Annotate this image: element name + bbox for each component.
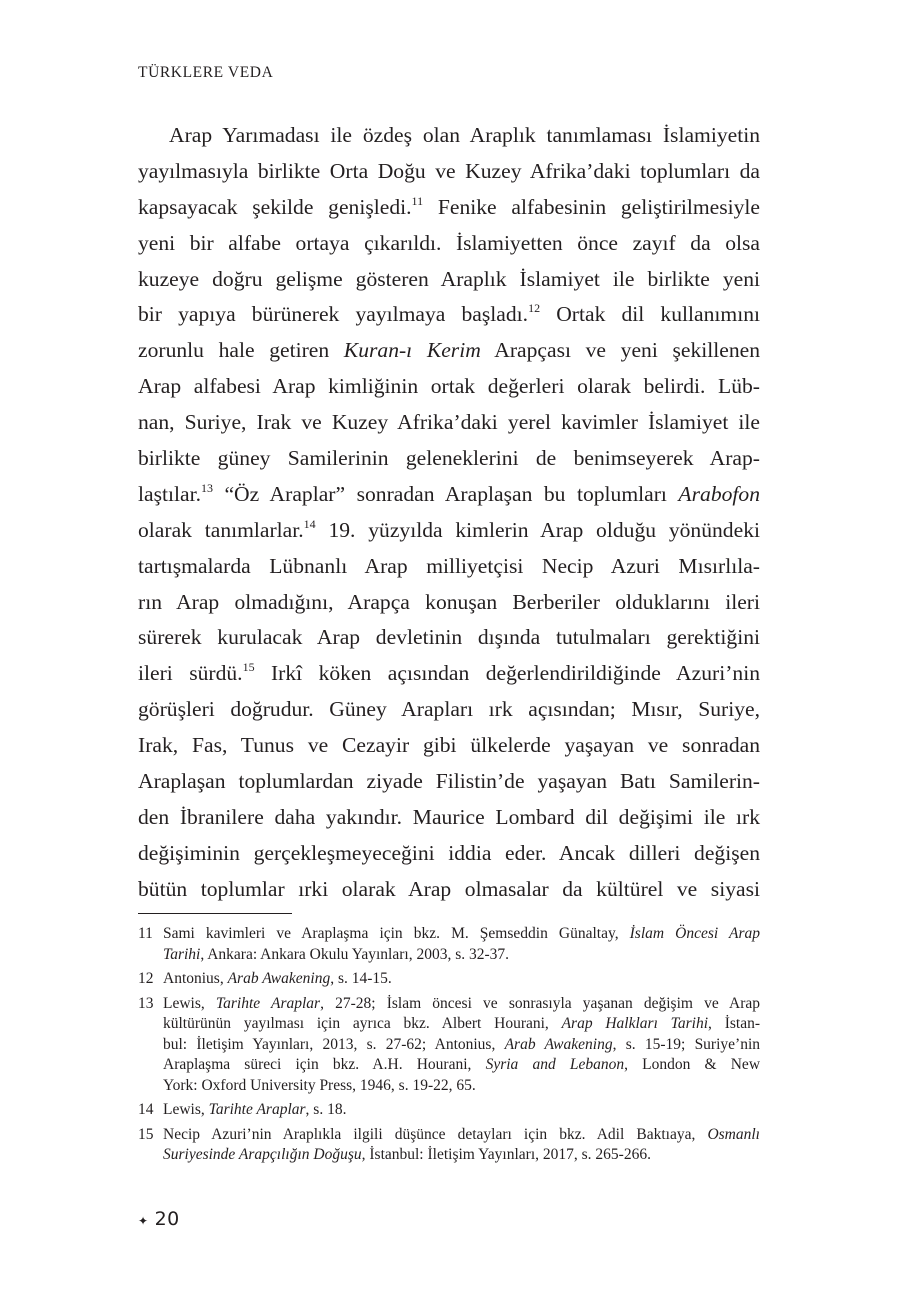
text-run: “Öz Araplar” sonradan Araplaşan bu toplumları xyxy=(212,481,679,506)
body-line xyxy=(138,441,760,477)
text-run: birlikte güney Samilerinin geleneklerini de benimseyerek Arap- xyxy=(138,446,760,471)
text-run: Arap alfabesi Arap kimliğinin ortak değerleri olarak belirdi. Lüb- xyxy=(138,374,760,399)
text-run: rın Arap olmadığını, Arapça konuşan Berberiler olduklarını ileri xyxy=(138,589,760,614)
italic-text: Arab Awakening xyxy=(504,1035,613,1053)
body-line xyxy=(138,549,760,585)
body-line xyxy=(138,656,760,692)
footnote-line xyxy=(163,1125,760,1146)
footnote-line xyxy=(163,1014,760,1035)
footnote-reference: 13 xyxy=(200,480,213,495)
text-run: tartışmalarda Lübnanlı Arap milliyetçisi Necip Azuri Mısırlıla- xyxy=(138,553,760,578)
footnote-line xyxy=(163,1145,760,1166)
italic-text: İslam Öncesi Arap xyxy=(629,925,760,942)
text-run: değişiminin gerçekleşmeyeceğini iddia eder. Ancak dilleri değişen xyxy=(138,840,760,865)
text-run: laştılar. xyxy=(138,481,201,506)
text-run: den İbranilere daha yakındır. Maurice Lombard dil değişimi ile ırk xyxy=(138,804,760,829)
footnote xyxy=(138,969,760,990)
text-run: yayılmasıyla birlikte Orta Doğu ve Kuzey Afrika’daki toplumları da xyxy=(138,158,760,183)
italic-text: Arabofon xyxy=(678,481,760,506)
text-run: York: Oxford University Press, 1946, s. 19-22, 65. xyxy=(163,1076,476,1094)
text-run: Arap Yarımadası ile özdeş olan Araplık tanımlaması İslamiyetin xyxy=(169,123,760,147)
footnote-separator xyxy=(138,913,292,914)
footnote-line xyxy=(163,1076,760,1097)
body-text xyxy=(138,118,760,908)
footnote-reference: 11 xyxy=(411,193,424,208)
text-run: Antonius, xyxy=(163,970,228,987)
italic-text: Osmanlı xyxy=(707,1125,760,1143)
footnote-reference: 12 xyxy=(528,301,541,316)
body-line xyxy=(138,585,760,621)
body-line xyxy=(138,190,760,226)
body-line xyxy=(138,620,760,656)
italic-text: Tarihte Araplar xyxy=(208,1101,306,1118)
footnote xyxy=(138,994,760,1097)
footnote-number: 12 xyxy=(138,970,154,987)
italic-text: Syria and Lebanon xyxy=(485,1056,625,1073)
text-run: bul: İletişim Yayınları, 2013, s. 27-62; Antonius, xyxy=(163,1035,505,1053)
body-line xyxy=(138,692,760,728)
footnote xyxy=(138,924,760,965)
text-run: bütün toplumlar ırki olarak Arap olmasalar da kültürel ve siyasi xyxy=(138,876,760,901)
text-run: Sami kavimleri ve Araplaşma için bkz. M. Şemseddin Günaltay, xyxy=(163,925,630,942)
italic-text: Suriyesinde Arapçılığın Doğuşu, xyxy=(163,1146,366,1163)
text-run: Irkî köken açısından değerlendirildiğinde Azuri’nin xyxy=(254,661,760,686)
text-run: bir yapıya bürünerek yayılmaya başladı. xyxy=(138,302,529,327)
footnote-number: 15 xyxy=(138,1125,154,1143)
body-line xyxy=(138,800,760,836)
text-run: Arapçası ve yeni şekillenen xyxy=(480,338,761,363)
footnote-number: 13 xyxy=(138,994,154,1012)
folio xyxy=(138,1208,180,1230)
footnote xyxy=(138,1100,760,1121)
text-run: olarak tanımlarlar. xyxy=(138,517,304,542)
folio-ornament-icon: ✦ xyxy=(138,1214,149,1228)
text-run: , s. 14-15. xyxy=(330,970,392,987)
text-run: nan, Suriye, Irak ve Kuzey Afrika’daki yerel kavimler İslamiyet ile xyxy=(138,410,760,435)
text-run: Irak, Fas, Tunus ve Cezayir gibi ülkelerde yaşayan ve sonradan xyxy=(138,733,760,758)
footnote-line xyxy=(163,994,760,1015)
body-line xyxy=(138,872,760,908)
text-run: yeni bir alfabe ortaya çıkarıldı. İslamiyetten önce zayıf da olsa xyxy=(138,230,760,255)
body-line xyxy=(138,369,760,405)
footnote-reference: 15 xyxy=(242,660,255,675)
running-head: TÜRKLERE VEDA xyxy=(138,64,274,81)
text-run: , s. 15-19; Suriye’nin xyxy=(612,1035,761,1053)
body-line xyxy=(138,728,760,764)
italic-text: Arap Halkları Tarihi xyxy=(561,1015,709,1032)
text-run: Araplaşan toplumlardan ziyade Filistin’de yaşayan Batı Samilerin- xyxy=(138,769,760,794)
text-run: İstanbul: İletişim Yayınları, 2017, s. 265-266. xyxy=(365,1146,651,1163)
text-run: sürerek kurulacak Arap devletinin dışında tutulmaları gerektiğini xyxy=(138,625,760,650)
footnote-number: 11 xyxy=(138,925,153,942)
footnote-reference: 14 xyxy=(303,516,316,531)
text-run: , London & New xyxy=(624,1056,761,1073)
text-run: ileri sürdü. xyxy=(138,661,243,686)
page-number: 20 xyxy=(154,1208,180,1230)
footnote-line xyxy=(163,1055,760,1076)
footnote-line xyxy=(163,945,760,966)
footnote-number: 14 xyxy=(138,1101,154,1118)
body-line xyxy=(138,226,760,262)
text-run: kuzeye doğru gelişme gösteren Araplık İslamiyet ile birlikte yeni xyxy=(138,266,760,291)
footnote-line xyxy=(163,969,760,990)
text-run: zorunlu hale getiren xyxy=(138,338,344,363)
body-line xyxy=(138,333,760,369)
body-line xyxy=(138,154,760,190)
text-run: , 27-28; İslam öncesi ve sonrasıyla yaşanan değişim ve Arap xyxy=(320,994,760,1012)
body-line xyxy=(138,513,760,549)
text-run: Lewis, xyxy=(163,994,216,1012)
italic-text: Arab Awakening xyxy=(227,970,331,987)
text-run: görüşleri doğrudur. Güney Arapları ırk açısından; Mısır, Suriye, xyxy=(138,697,760,722)
footnote-line xyxy=(163,924,760,945)
text-run: kültürünün yayılması için ayrıca bkz. Albert Hourani, xyxy=(163,1015,562,1032)
italic-text: Kuran-ı Kerim xyxy=(343,338,481,363)
text-run: Ortak dil kullanımını xyxy=(540,302,760,327)
text-run: kapsayacak şekilde genişledi. xyxy=(138,194,412,219)
text-run: , Ankara: Ankara Okulu Yayınları, 2003, s. 32-37. xyxy=(200,945,510,963)
text-run: , s. 18. xyxy=(305,1101,347,1118)
text-run: Fenike alfabesinin geliştirilmesiyle xyxy=(423,194,760,219)
body-line xyxy=(138,764,760,800)
italic-text: Tarihi xyxy=(163,945,201,963)
body-line xyxy=(138,405,760,441)
footnotes xyxy=(138,924,760,1170)
body-line xyxy=(138,477,760,513)
footnote-line xyxy=(163,1035,760,1056)
body-line xyxy=(138,297,760,333)
text-run: , İstan- xyxy=(708,1015,760,1032)
body-line xyxy=(138,836,760,872)
italic-text: Tarihte Araplar xyxy=(215,994,321,1012)
text-run: Necip Azuri’nin Araplıkla ilgili düşünce detayları için bkz. Adil Baktıaya, xyxy=(163,1125,708,1143)
text-run: 19. yüzyılda kimlerin Arap olduğu yönündeki xyxy=(315,517,760,542)
footnote xyxy=(138,1125,760,1166)
footnote-line xyxy=(163,1100,760,1121)
body-line xyxy=(138,262,760,298)
body-line xyxy=(138,118,760,154)
text-run: Lewis, xyxy=(163,1101,209,1118)
text-run: Araplaşma süreci için bkz. A.H. Hourani, xyxy=(163,1056,486,1073)
